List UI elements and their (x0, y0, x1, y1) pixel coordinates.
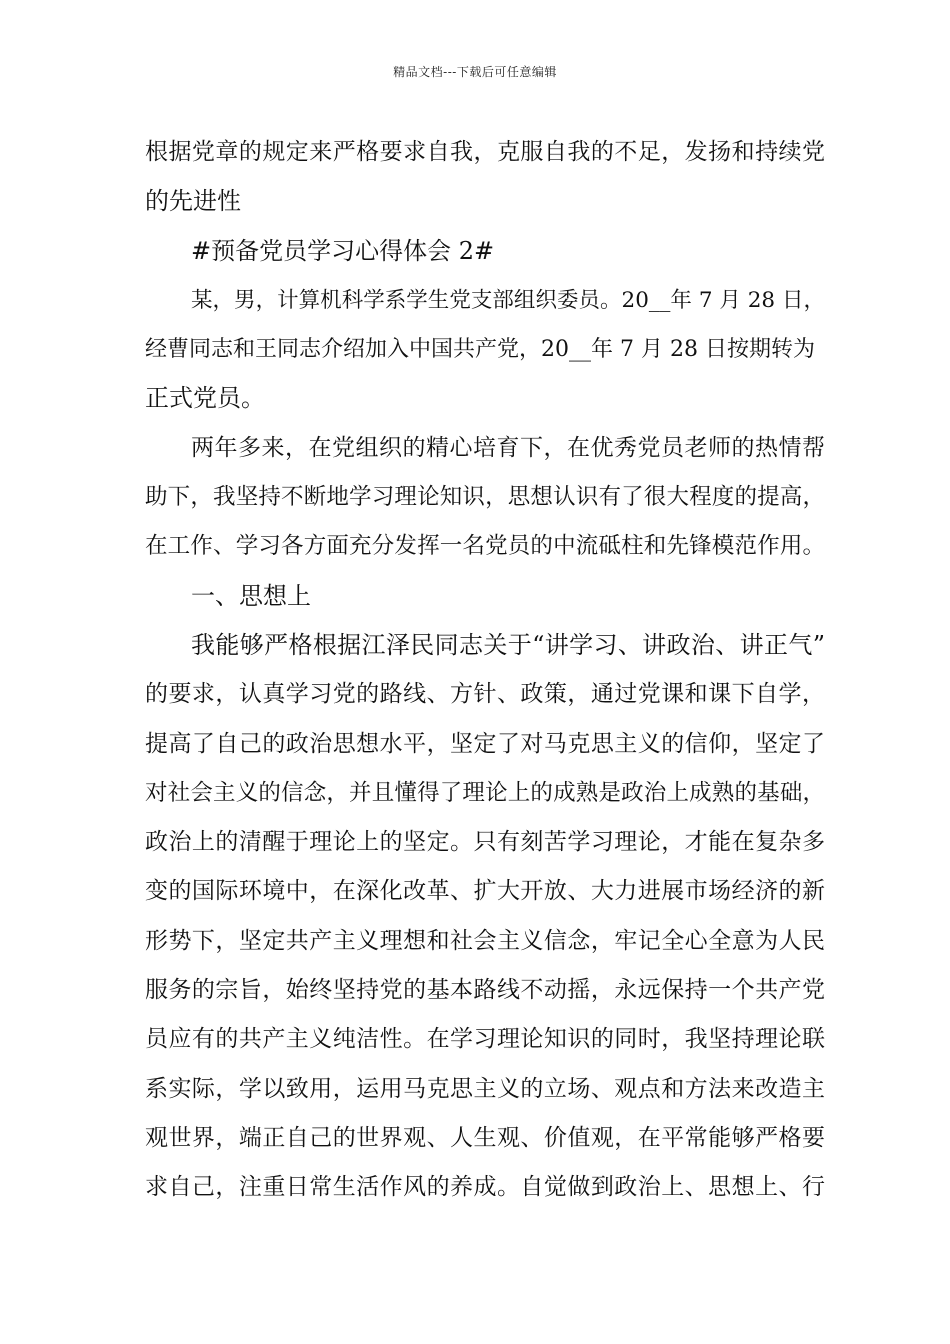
section-heading: 一、思想上 (191, 581, 311, 610)
paragraph-line: 对社会主义的信念，并且懂得了理论上的成熟是政治上成熟的基础， (145, 779, 825, 806)
page-header: 精品文档---下载后可任意编辑 (393, 65, 557, 79)
paragraph-line: 员应有的共产主义纯洁性。在学习理论知识的同时，我坚持理论联 (145, 1026, 825, 1053)
paragraph-line: 在工作、学习各方面充分发挥一名党员的中流砥柱和先锋模范作用。 (145, 533, 825, 560)
paragraph-line: 服务的宗旨，始终坚持党的基本路线不动摇，永远保持一个共产党 (145, 977, 825, 1004)
paragraph-line: 形势下，坚定共产主义理想和社会主义信念，牢记全心全意为人民 (145, 927, 825, 954)
paragraph-line: 两年多来，在党组织的精心培育下，在优秀党员老师的热情帮 (191, 434, 825, 461)
paragraph-line: 变的国际环境中，在深化改革、扩大开放、大力进展市场经济的新 (145, 878, 825, 905)
paragraph-line: 根据党章的规定来严格要求自我，克服自我的不足，发扬和持续党 (145, 139, 825, 165)
paragraph-line: 某，男，计算机科学系学生党支部组织委员。20__年 7 月 28 日， (191, 287, 825, 313)
paragraph-line: 的要求，认真学习党的路线、方针、政策，通过党课和课下自学， (145, 681, 825, 708)
paragraph-line: 正式党员。 (145, 384, 265, 413)
paragraph-line: 我能够严格根据江泽民同志关于“讲学习、讲政治、讲正气” (191, 630, 825, 659)
paragraph-line: 经曹同志和王同志介绍加入中国共产党，20__年 7 月 28 日按期转为 (145, 337, 815, 363)
paragraph-line: 系实际，学以致用，运用马克思主义的立场、观点和方法来改造主 (145, 1075, 825, 1102)
paragraph-line: 助下，我坚持不断地学习理论知识，思想认识有了很大程度的提高， (145, 484, 825, 511)
paragraph-line: 观世界，端正自己的世界观、人生观、价值观，在平常能够严格要 (145, 1124, 825, 1151)
section-heading: #预备党员学习心得体会 2# (191, 236, 495, 265)
paragraph-line: 的先进性 (145, 187, 241, 216)
document-body (145, 128, 825, 1213)
paragraph-line: 政治上的清醒于理论上的坚定。只有刻苦学习理论，才能在复杂多 (145, 829, 825, 856)
paragraph-line: 求自己，注重日常生活作风的养成。自觉做到政治上、思想上、行 (145, 1174, 825, 1201)
paragraph-line: 提高了自己的政治思想水平，坚定了对马克思主义的信仰，坚定了 (145, 730, 825, 757)
